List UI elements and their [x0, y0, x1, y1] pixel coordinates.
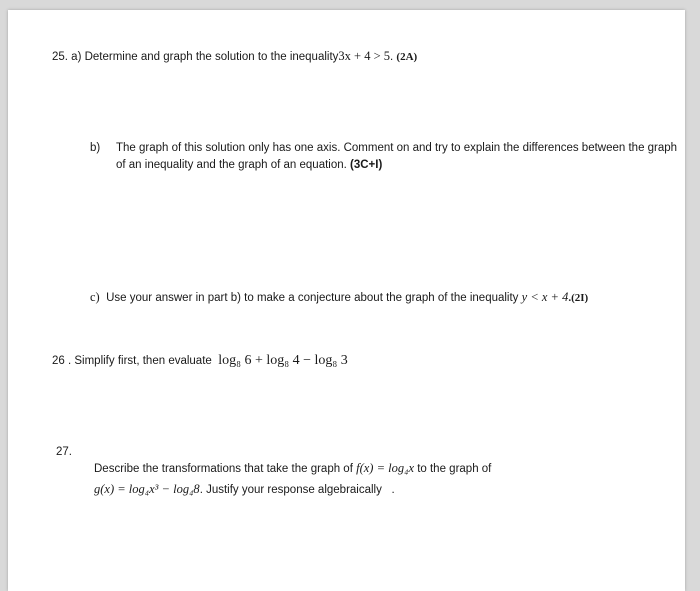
- question-25a: [52, 48, 417, 66]
- question-25b-line2-text: of an inequality and the graph of an equation.: [116, 159, 347, 171]
- inequality-3x-plus-4: 3x + 4 > 5: [338, 49, 391, 63]
- question-26: [52, 352, 348, 370]
- function-f: f(x) = log₄x: [356, 461, 414, 475]
- question-25c-text: Use your answer in part b) to make a conjecture about the graph of the inequality: [106, 292, 519, 304]
- question-25b-label: b): [90, 142, 101, 154]
- worksheet-page: [8, 10, 685, 591]
- question-25a-text: 25. a) Determine and graph the solution to the inequality: [52, 51, 339, 63]
- question-25c-label: c): [90, 290, 100, 304]
- question-25b-line1: The graph of this solution only has one axis. Comment on and try to explain the differences between the graph: [116, 142, 678, 154]
- question-25b-line2: [116, 157, 677, 174]
- question-27-line2-text: . Justify your response algebraically: [199, 484, 382, 496]
- question-27-line2-end: .: [391, 484, 395, 496]
- question-25b-tag: (3C+I): [350, 159, 383, 171]
- question-27-line1-end: to the graph of: [417, 463, 492, 475]
- log-expression: log₈ 6 + log₈ 4 − log₈ 3: [218, 353, 348, 368]
- question-25c: [90, 289, 588, 307]
- question-25a-punct: .: [390, 51, 394, 63]
- question-25c-tag: .(2I): [568, 292, 589, 304]
- question-27-number: 27.: [56, 446, 72, 458]
- question-25b: [116, 140, 677, 174]
- question-27-line1-text: Describe the transformations that take the graph of: [94, 463, 353, 475]
- question-26-text: 26 . Simplify first, then evaluate: [52, 355, 212, 367]
- question-27-line2: [94, 481, 395, 499]
- inequality-y-lt-x-plus-4: y < x + 4: [521, 290, 569, 304]
- question-25a-tag: (2A): [396, 51, 418, 63]
- function-g: g(x) = log₄x³ − log₄8: [94, 482, 200, 496]
- question-27-line1: [94, 460, 491, 478]
